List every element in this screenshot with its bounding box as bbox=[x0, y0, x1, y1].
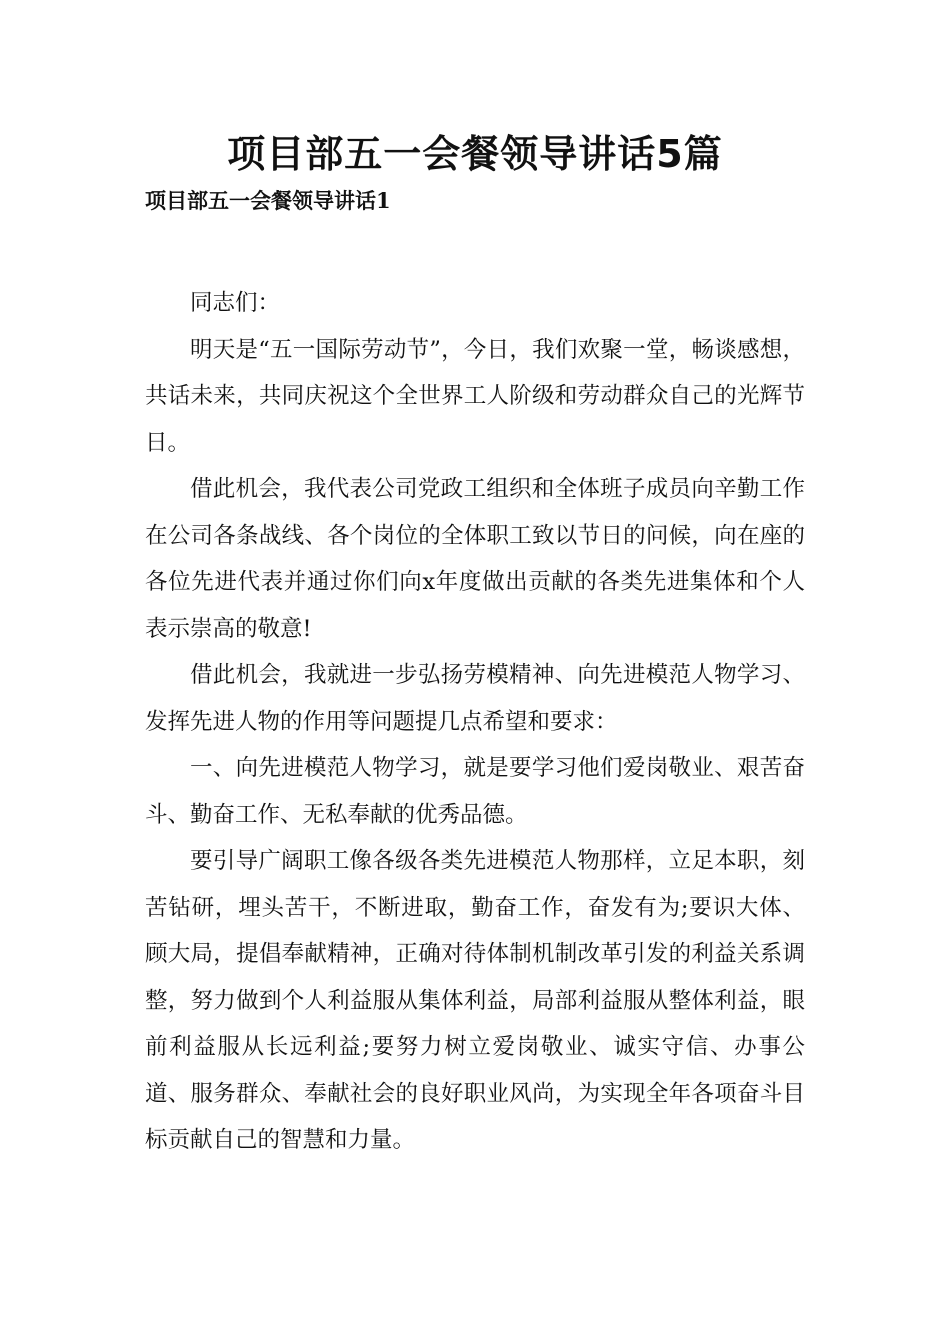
body-paragraph: 明天是“五一国际劳动节”，今日，我们欢聚一堂，畅谈感想，共话未来，共同庆祝这个全世界工人阶级和劳动群众自己的光辉节日。 bbox=[145, 336, 805, 456]
section-heading: 项目部五一会餐领导讲话1 bbox=[145, 188, 391, 213]
body-paragraph: 一、向先进模范人物学习，就是要学习他们爱岗敬业、艰苦奋斗、勤奋工作、无私奉献的优秀品德。 bbox=[145, 755, 805, 828]
body-paragraph: 借此机会，我就进一步弘扬劳模精神、向先进模范人物学习、发挥先进人物的作用等问题提几点希望和要求： bbox=[145, 662, 805, 735]
salutation-paragraph: 同志们： bbox=[190, 290, 281, 316]
document-title: 项目部五一会餐领导讲话5篇 bbox=[227, 132, 723, 176]
body-paragraph: 借此机会，我代表公司党政工组织和全体班子成员向辛勤工作在公司各条战线、各个岗位的全体职工致以节日的问候，向在座的各位先进代表并通过你们向x年度做出贡献的各类先进集体和个人表示崇高的敬意! bbox=[145, 476, 805, 642]
document-body bbox=[145, 280, 805, 1164]
body-paragraph: 要引导广阔职工像各级各类先进模范人物那样，立足本职，刻苦钻研，埋头苦干，不断进取，勤奋工作，奋发有为;要识大体、顾大局，提倡奉献精神，正确对待体制机制改革引发的利益关系调整，努力做到个人利益服从集体利益，局部利益服从整体利益，眼前利益服从长远利益;要努力树立爱岗敬业、诚实守信、办事公道、服务群众、奉献社会的良好职业风尚，为实现全年各项奋斗目标贡献自己的智慧和力量。 bbox=[145, 848, 805, 1153]
